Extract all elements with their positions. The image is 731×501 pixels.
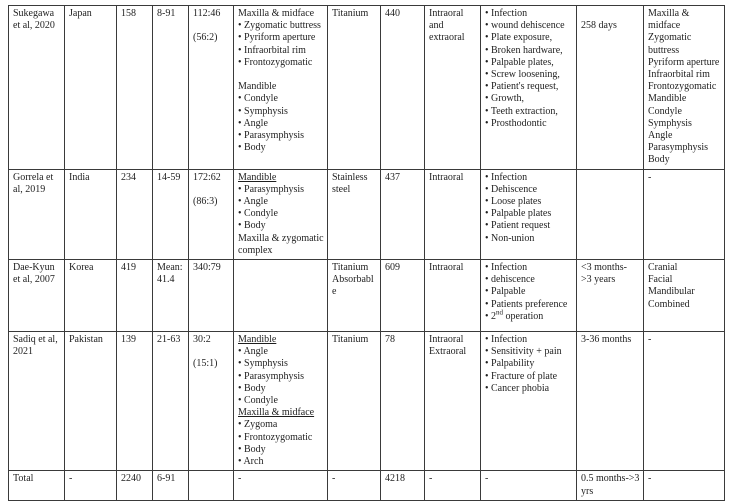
bullet-item: • Plate exposure, <box>485 32 553 44</box>
cell-line: Korea <box>69 262 94 274</box>
table-cell-study <box>9 169 65 259</box>
cell-line: Mandibular <box>648 286 695 298</box>
cell-line <box>581 8 640 20</box>
cell-line: Zygomatic <box>648 32 692 44</box>
table-cell-sample_n <box>117 332 153 471</box>
cell-line: 2240 <box>121 473 141 485</box>
table-cell-age <box>153 471 189 500</box>
bullet-item: • Sensitivity + pain <box>485 346 562 358</box>
cell-line: - <box>332 473 336 485</box>
cell-line: Extraoral <box>429 346 467 358</box>
table-cell-gender_ratio <box>189 471 234 500</box>
table-cell-approach <box>425 260 481 332</box>
cell-line: 30:2 <box>193 334 211 346</box>
cell-line: Intraoral <box>429 8 464 19</box>
bullet-item: • 2nd operation <box>485 308 544 322</box>
cell-line: (15:1) <box>193 358 218 370</box>
table-cell-plates_n <box>381 6 425 170</box>
bullet-item: • Body <box>238 382 266 394</box>
bullet-item: • Arch <box>238 456 264 468</box>
cell-line: Facial <box>648 274 673 286</box>
bullet-item: • Symphysis <box>238 358 288 370</box>
cell-line: Total <box>13 473 34 485</box>
table-cell-study <box>9 260 65 332</box>
bullet-item: • Patients preference <box>485 298 568 310</box>
cell-line: Maxilla & midface <box>238 8 315 19</box>
table-cell-material <box>328 169 381 259</box>
cell-line: 234 <box>121 171 136 183</box>
table-cell-sites_removed <box>644 260 725 332</box>
cell-line: Mandible <box>648 93 687 105</box>
cell-line: Mandible <box>238 171 277 183</box>
table-cell-material <box>328 6 381 170</box>
table-cell-sites <box>234 471 328 500</box>
bullet-item: • Condyle <box>238 208 278 220</box>
table-cell-reasons_for_removal <box>481 260 577 332</box>
table-cell-sample_n <box>117 6 153 170</box>
bullet-item: • Screw loosening, <box>485 69 560 81</box>
cell-line: Parasymphysis <box>648 142 708 154</box>
table-row <box>9 471 725 500</box>
table-cell-plates_n <box>381 471 425 500</box>
table-cell-sites_removed <box>644 6 725 170</box>
table-cell-time_period <box>577 332 644 471</box>
cell-line: 4218 <box>385 473 405 485</box>
bullet-item: • Condyle <box>238 93 278 105</box>
cell-line: Symphysis <box>648 117 692 129</box>
cell-line: midface <box>648 20 681 32</box>
cell-line: Pakistan <box>69 334 103 346</box>
table-cell-sites <box>234 332 328 471</box>
cell-line: Dae-Kyun et al, 2007 <box>13 262 55 286</box>
table-cell-gender_ratio <box>189 332 234 471</box>
cell-line: Titanium <box>332 262 369 274</box>
cell-line: India <box>69 171 90 183</box>
table-cell-approach <box>425 332 481 471</box>
cell-line: 437 <box>385 171 400 183</box>
cell-line: Intraoral <box>429 262 464 274</box>
cell-line <box>238 69 324 81</box>
cell-line: - <box>485 473 489 485</box>
table-cell-sites <box>234 169 328 259</box>
studies-table <box>8 5 725 501</box>
table-cell-gender_ratio <box>189 260 234 332</box>
bullet-item: • Angle <box>238 346 268 358</box>
bullet-item: • Infection <box>485 262 528 274</box>
table-cell-material <box>328 332 381 471</box>
cell-line: Maxilla & <box>648 8 690 19</box>
cell-line: 112:46 <box>193 8 221 19</box>
cell-line: Mean: 41.4 <box>157 262 183 286</box>
table-cell-sites <box>234 260 328 332</box>
cell-line: Sadiq et al, 2021 <box>13 334 58 358</box>
cell-line: 14-59 <box>157 171 181 183</box>
table-cell-country <box>65 260 117 332</box>
cell-line: Intraoral <box>429 334 464 346</box>
table-cell-sites_removed <box>644 332 725 471</box>
table-cell-reasons_for_removal <box>481 169 577 259</box>
table-cell-plates_n <box>381 260 425 332</box>
cell-line: Maxilla & midface <box>238 407 315 419</box>
bullet-item: • Growth, <box>485 93 525 105</box>
cell-line: 3-36 months <box>581 334 632 346</box>
cell-line: - <box>238 473 242 485</box>
cell-line: - <box>648 334 652 346</box>
table-cell-reasons_for_removal <box>481 471 577 500</box>
cell-line: - <box>69 473 73 485</box>
bullet-item: • Infection <box>485 8 528 19</box>
table-cell-approach <box>425 6 481 170</box>
bullet-item: • Angle <box>238 117 268 129</box>
bullet-item: • dehiscence <box>485 274 535 286</box>
cell-line: Mandible <box>238 334 277 346</box>
cell-line: Maxilla & zygomatic complex <box>238 232 324 256</box>
cell-line: Japan <box>69 8 92 19</box>
bullet-item: • Symphysis <box>238 105 288 117</box>
table-cell-reasons_for_removal <box>481 6 577 170</box>
table-cell-time_period <box>577 260 644 332</box>
table-cell-age <box>153 169 189 259</box>
cell-line: 8-91 <box>157 8 176 19</box>
cell-line: buttress <box>648 44 680 56</box>
bullet-item: • Angle <box>238 196 268 208</box>
table-cell-sites <box>234 6 328 170</box>
table-cell-country <box>65 471 117 500</box>
cell-line <box>193 346 230 358</box>
table-cell-approach <box>425 471 481 500</box>
cell-line: extraoral <box>429 32 465 44</box>
table-cell-sample_n <box>117 471 153 500</box>
bullet-item: • Infection <box>485 171 528 183</box>
bullet-item: • Condyle <box>238 395 278 407</box>
table-row <box>9 169 725 259</box>
bullet-item: • Teeth extraction, <box>485 105 558 117</box>
bullet-item: • Parasymphysis <box>238 130 305 142</box>
cell-line: Titanium <box>332 8 369 19</box>
cell-line: 258 days <box>581 20 617 32</box>
cell-line: Body <box>648 154 670 166</box>
cell-line: 6-91 <box>157 473 176 485</box>
bullet-item: • Non-union <box>485 232 535 244</box>
table-cell-reasons_for_removal <box>481 332 577 471</box>
table-cell-study <box>9 332 65 471</box>
cell-line: Titanium <box>332 334 369 346</box>
table-row <box>9 260 725 332</box>
bullet-item: • Parasymphysis <box>238 370 305 382</box>
cell-line: Infraorbital rim <box>648 69 710 81</box>
table-cell-gender_ratio <box>189 169 234 259</box>
table-cell-country <box>65 169 117 259</box>
bullet-item: • Frontozygomatic <box>238 56 313 68</box>
cell-line: 440 <box>385 8 400 19</box>
bullet-item: • Zygomatic buttress <box>238 20 321 32</box>
cell-line: - <box>429 473 433 485</box>
table-cell-time_period <box>577 471 644 500</box>
cell-line: Mandible <box>238 81 277 93</box>
table-cell-sample_n <box>117 169 153 259</box>
cell-line: 0.5 months->3 yrs <box>581 473 640 497</box>
table-cell-material <box>328 471 381 500</box>
bullet-item: • Broken hardware, <box>485 44 563 56</box>
table-cell-sites_removed <box>644 471 725 500</box>
table-cell-sites_removed <box>644 169 725 259</box>
table-cell-age <box>153 332 189 471</box>
table-row <box>9 6 725 170</box>
cell-line: Stainless steel <box>332 171 368 195</box>
cell-line: 340:79 <box>193 262 221 274</box>
bullet-item: • Palpability <box>485 358 535 370</box>
bullet-item: • Frontozygomatic <box>238 431 313 443</box>
cell-line: 21-63 <box>157 334 181 346</box>
table-cell-country <box>65 332 117 471</box>
superscript: nd <box>496 308 504 317</box>
bullet-item: • Body <box>238 443 266 455</box>
cell-line: 139 <box>121 334 136 346</box>
cell-line: <3 months- >3 years <box>581 262 627 286</box>
table-cell-study <box>9 6 65 170</box>
bullet-item: • Infection <box>485 334 528 346</box>
cell-line: 158 <box>121 8 136 19</box>
table-cell-plates_n <box>381 169 425 259</box>
cell-line: Intraoral <box>429 171 464 183</box>
table-cell-plates_n <box>381 332 425 471</box>
table-cell-material <box>328 260 381 332</box>
cell-line: - <box>648 171 652 183</box>
bullet-item: • wound dehiscence <box>485 20 565 32</box>
cell-line: e <box>332 286 337 298</box>
bullet-item: • Zygoma <box>238 419 278 431</box>
bullet-item: • Palpable plates, <box>485 56 554 68</box>
cell-line: Angle <box>648 130 673 142</box>
cell-line: 78 <box>385 334 395 346</box>
table-cell-age <box>153 260 189 332</box>
bullet-item: • Fracture of plate <box>485 370 558 382</box>
bullet-item: • Loose plates <box>485 196 542 208</box>
bullet-item: • Patient request <box>485 220 551 232</box>
cell-line <box>193 20 230 32</box>
bullet-item: • Prosthodontic <box>485 117 547 129</box>
cell-line: and <box>429 20 444 32</box>
cell-line: 419 <box>121 262 136 274</box>
bullet-item: • Palpable <box>485 286 526 298</box>
cell-line: Frontozygomatic <box>648 81 717 93</box>
bullet-item: • Infraorbital rim <box>238 44 306 56</box>
table-cell-age <box>153 6 189 170</box>
cell-line: Absorbabl <box>332 274 374 286</box>
table-cell-time_period <box>577 169 644 259</box>
cell-line: Condyle <box>648 105 682 117</box>
cell-line: - <box>648 473 652 485</box>
bullet-item: • Patient's request, <box>485 81 559 93</box>
bullet-item: • Palpable plates <box>485 208 552 220</box>
bullet-item: • Body <box>238 220 266 232</box>
bullet-item: • Cancer phobia <box>485 382 550 394</box>
bullet-item: • Parasymphysis <box>238 183 305 195</box>
cell-line: Pyriform aperture <box>648 56 720 68</box>
cell-line: 609 <box>385 262 400 274</box>
cell-line: Gorrela et al, 2019 <box>13 171 54 195</box>
table-cell-study <box>9 471 65 500</box>
cell-line: Cranial <box>648 262 678 274</box>
cell-line <box>193 184 230 196</box>
table-row <box>9 332 725 471</box>
cell-line: Sukegawa et al, 2020 <box>13 8 55 32</box>
cell-line: (86:3) <box>193 196 218 208</box>
table-cell-approach <box>425 169 481 259</box>
cell-line: Combined <box>648 298 690 310</box>
table-cell-gender_ratio <box>189 6 234 170</box>
table-cell-time_period <box>577 6 644 170</box>
cell-line: 172:62 <box>193 171 221 183</box>
table-cell-country <box>65 6 117 170</box>
bullet-item: • Dehiscence <box>485 183 538 195</box>
cell-line: (56:2) <box>193 32 218 44</box>
bullet-item: • Pyriform aperture <box>238 32 316 44</box>
table-cell-sample_n <box>117 260 153 332</box>
bullet-item: • Body <box>238 142 266 154</box>
